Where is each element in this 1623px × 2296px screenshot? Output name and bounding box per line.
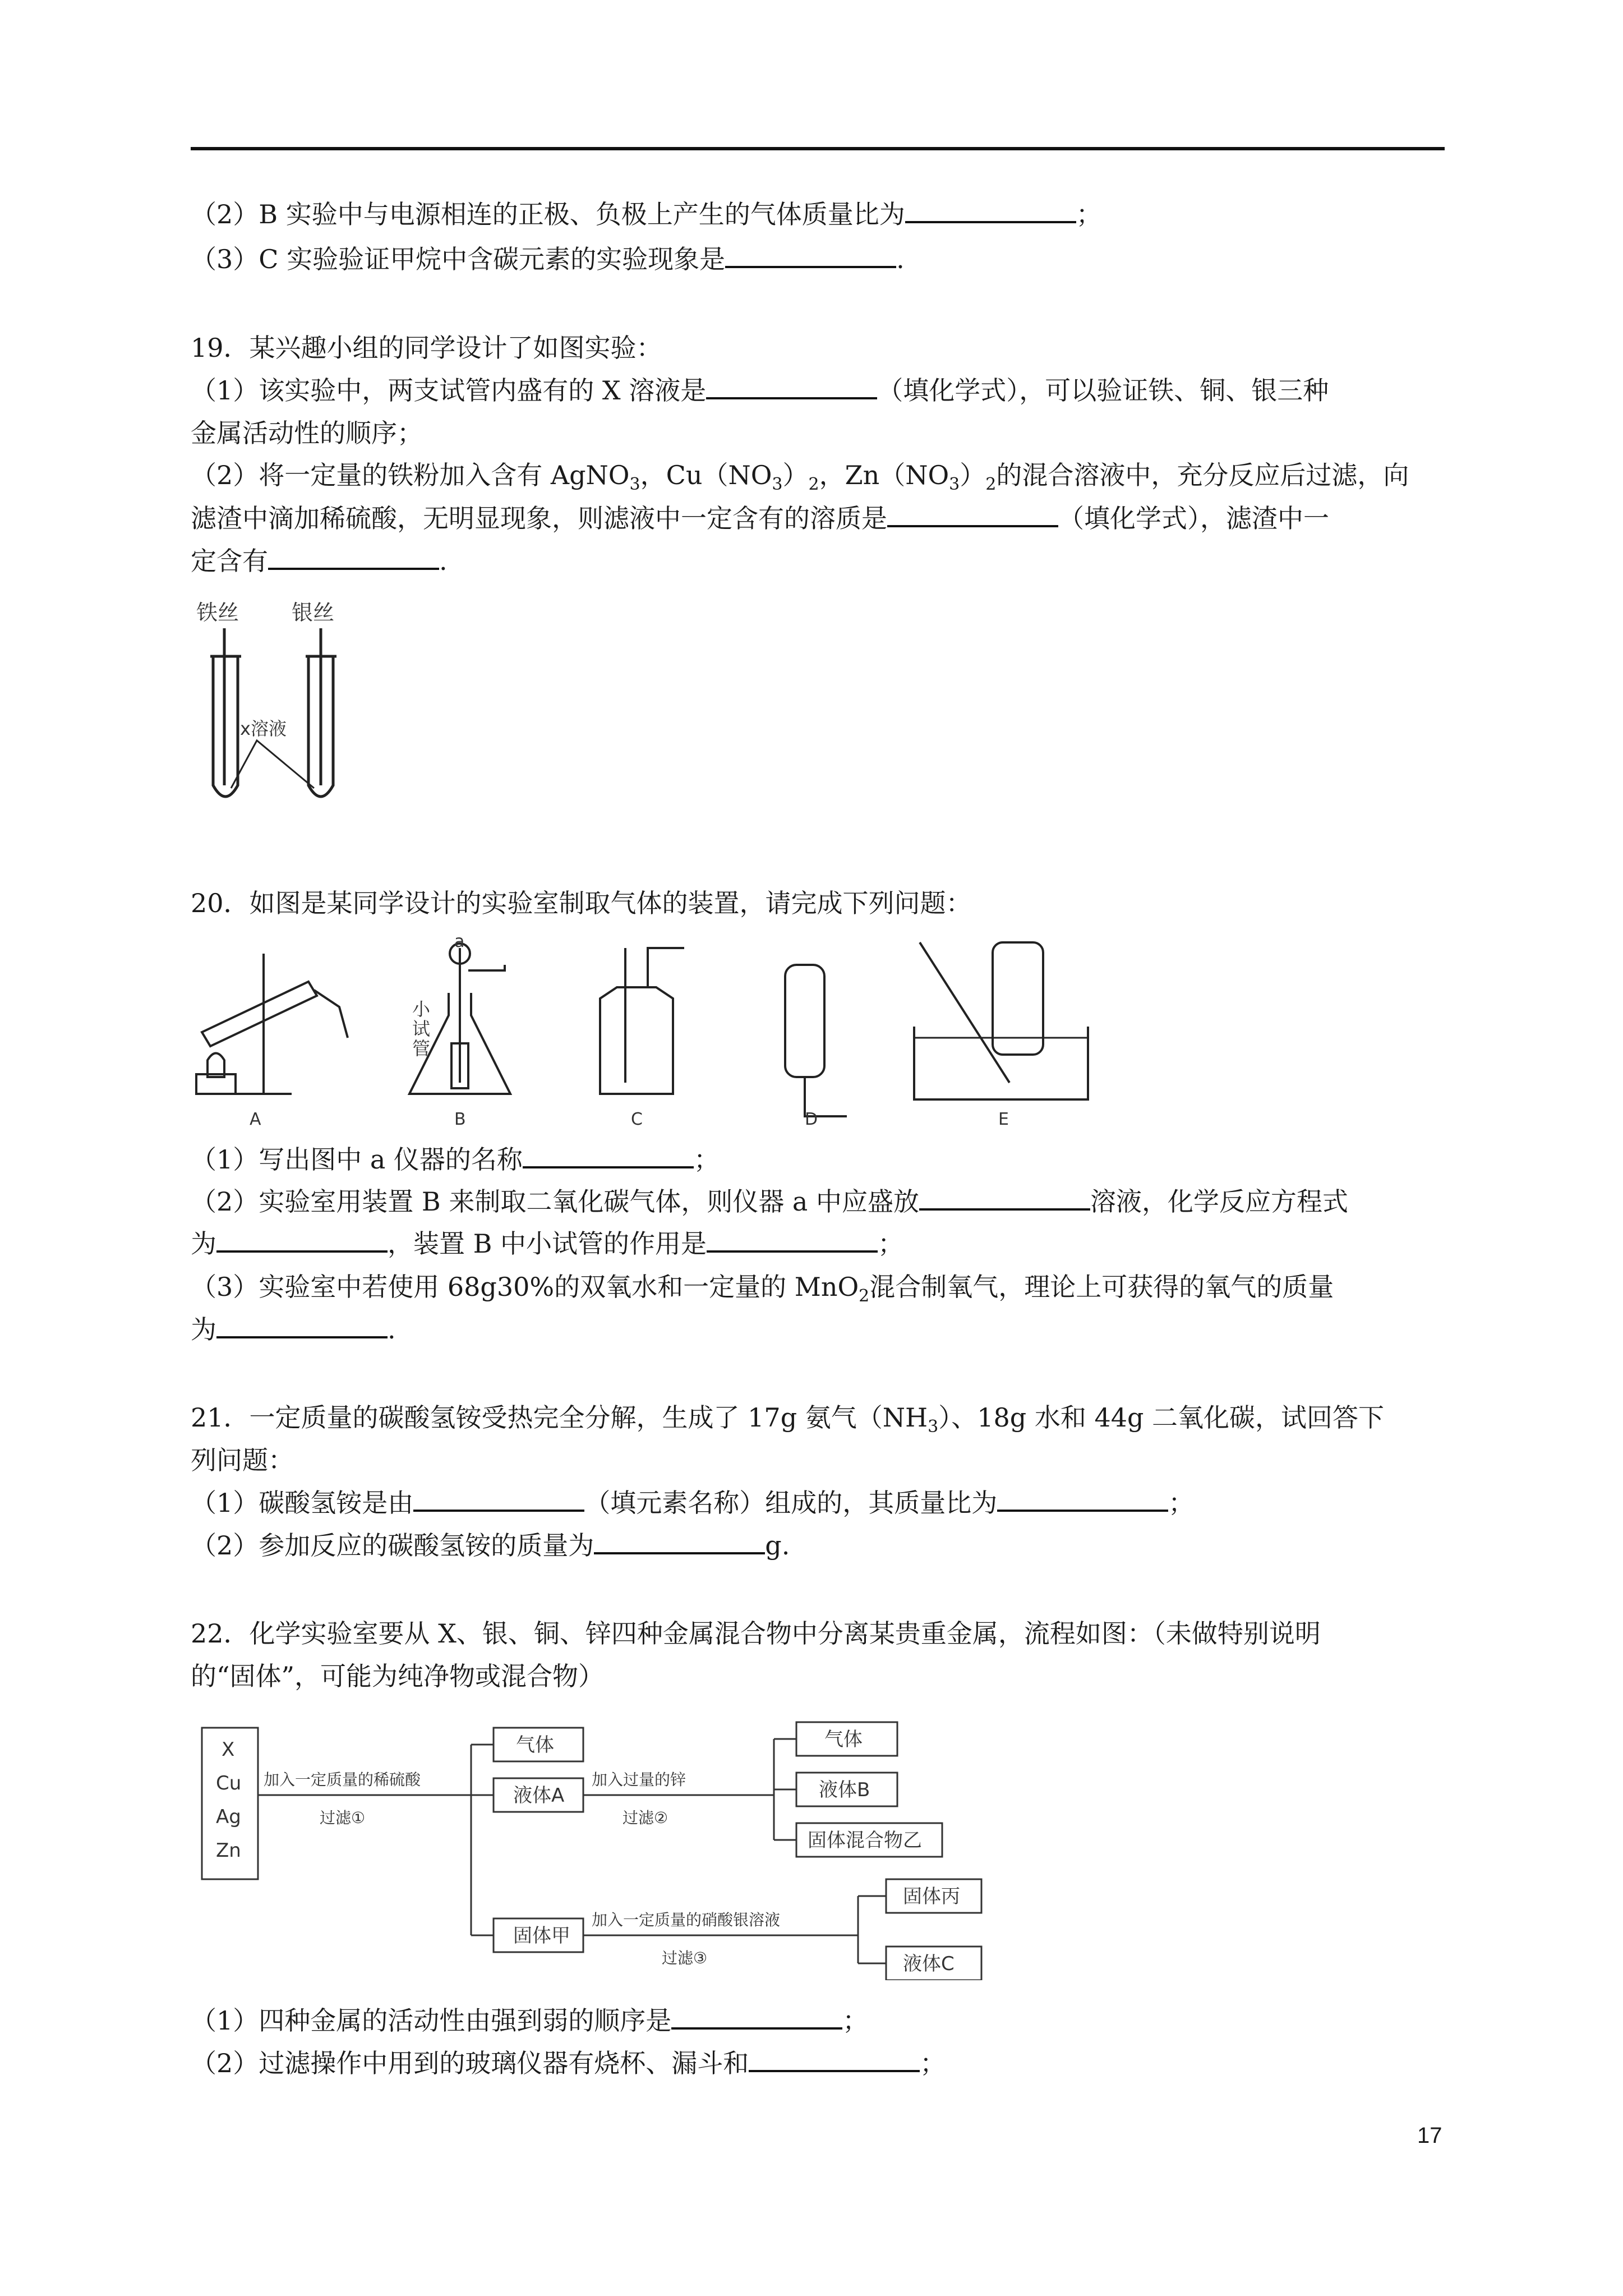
answer-blank[interactable] (997, 1487, 1168, 1512)
label-a: a (454, 932, 465, 951)
flow-metal-ag: Ag (216, 1806, 241, 1828)
apparatus-label-d: D (805, 1110, 818, 1129)
gas-apparatus-figure (191, 931, 1144, 1133)
flow-metal-x: X (222, 1738, 235, 1761)
solution-label: x溶液 (240, 718, 287, 739)
delivery-tube-a (314, 990, 348, 1038)
flow-liquidC: 液体C (903, 1953, 955, 1975)
flow-step3-label: 加入一定质量的硝酸银溶液 (592, 1911, 781, 1929)
answer-blank[interactable] (725, 243, 896, 268)
short-tube-c (648, 948, 684, 987)
separation-flowchart (191, 1711, 1032, 1980)
q19-part2: （2）将一定量的铁粉加入含有 AgNO$_3$，$Cu(NO_3)_2$，$Zn(NO_3)_2$的混合溶液中，充分反应后过滤，向 (191, 460, 1409, 495)
q21-title: 21．一定质量的碳酸氢铵受热完全分解，生成了 17g 氨气$(NH_3)$、18g 水和 44g 二氧化碳，试回答下 (191, 1402, 1385, 1437)
flow-step2-filter: 过滤② (623, 1809, 668, 1827)
flow-liquidB: 液体B (819, 1779, 870, 1801)
flow-solidBing: 固体丙 (903, 1885, 960, 1908)
q18-part3: （3）C 实验验证甲烷中含碳元素的实验现象是 . (191, 244, 905, 274)
q20-part1: （1）写出图中 a 仪器的名称 ； (191, 1144, 720, 1175)
q18-part2: （2）B 实验中与电源相连的正极、负极上产生的气体质量比为 ； (191, 199, 1102, 229)
answer-blank[interactable] (413, 1487, 584, 1512)
answer-blank[interactable] (523, 1144, 694, 1168)
answer-blank[interactable] (268, 545, 439, 570)
apparatus-label-e: E (998, 1110, 1009, 1129)
q19-title: 19．某兴趣小组的同学设计了如图实验： (191, 333, 662, 363)
delivery-tube-b (468, 965, 505, 970)
q20-part3-cont: 为 . (191, 1314, 396, 1345)
answer-blank[interactable] (594, 1530, 765, 1554)
apparatus-label-c: C (631, 1110, 643, 1129)
q20-part2-cont: 为 ，装置 B 中小试管的作用是 ； (191, 1228, 904, 1259)
iron-wire-label: 铁丝 (196, 600, 239, 625)
solution-pointer (231, 740, 314, 788)
tube-label-1: 小 (412, 999, 431, 1020)
answer-blank[interactable] (749, 2047, 920, 2072)
q19-part1-cont: 金属活动性的顺序； (191, 418, 423, 448)
gas-bottle-c (600, 987, 673, 1094)
answer-blank[interactable] (216, 1228, 388, 1253)
flow-metal-zn: Zn (216, 1839, 241, 1862)
heated-tube-a (202, 982, 317, 1046)
q19-part1: （1）该实验中，两支试管内盛有的 X 溶液是 （填化学式），可以验证铁、铜、银三种 (191, 375, 1329, 406)
collection-tube-d (785, 965, 824, 1077)
flow-gas1: 气体 (516, 1734, 554, 1756)
q21-part1: （1）碳酸氢铵是由 （填元素名称）组成的，其质量比为 ； (191, 1488, 1195, 1518)
answer-blank[interactable] (887, 503, 1058, 527)
q22-title: 22．化学实验室要从 X、银、铜、锌四种金属混合物中分离某贵重金属，流程如图：（未做特别说明 (191, 1618, 1321, 1649)
q19-part2-cont: 滤渣中滴加稀硫酸，无明显现象，则滤液中一定含有的溶质是 （填化学式），滤渣中一 (191, 503, 1329, 533)
q22-part2: （2）过滤操作中用到的玻璃仪器有烧杯、漏斗和 ； (191, 2048, 946, 2078)
header-rule (191, 147, 1445, 150)
q19-part2-end: 定含有 . (191, 546, 448, 576)
q20-title: 20．如图是某同学设计的实验室制取气体的装置，请完成下列问题： (191, 888, 972, 918)
flow-step3-filter: 过滤③ (662, 1949, 708, 1967)
q21-part2: （2）参加反应的碳酸氢铵的质量为 g. (191, 1530, 790, 1561)
flow-solidJia: 固体甲 (513, 1925, 570, 1947)
flow-metal-cu: Cu (216, 1772, 242, 1795)
flow-step1-label: 加入一定质量的稀硫酸 (264, 1770, 421, 1789)
q21-title-cont: 列问题： (191, 1445, 294, 1475)
delivery-tube-e (920, 942, 1009, 1083)
answer-blank[interactable] (919, 1186, 1090, 1211)
tube-label-3: 管 (412, 1038, 431, 1059)
answer-blank[interactable] (905, 199, 1076, 223)
answer-blank[interactable] (671, 2005, 842, 2030)
flow-step2-label: 加入过量的锌 (592, 1770, 686, 1789)
flow-liquidA: 液体A (513, 1784, 565, 1807)
answer-blank[interactable] (707, 1228, 878, 1253)
test-tubes-figure (191, 595, 370, 819)
flow-gas2: 气体 (824, 1728, 863, 1751)
answer-blank[interactable] (216, 1314, 388, 1338)
page-number: 17 (1417, 2123, 1442, 2148)
apparatus-label-a: A (250, 1110, 261, 1129)
apparatus-label-b: B (454, 1110, 466, 1129)
q22-title-cont: 的“固体”，可能为纯净物或混合物） (191, 1661, 605, 1691)
flow-step1-filter: 过滤① (320, 1809, 366, 1827)
tube-label-2: 试 (412, 1018, 431, 1039)
answer-blank[interactable] (706, 375, 877, 399)
q20-part3: （3）实验室中若使用 68g30%的双氧水和一定量的 MnO$_2$混合制氧气，理论上可获得的氧气的质量 (191, 1272, 1334, 1306)
silver-wire-label: 银丝 (292, 600, 335, 625)
q20-part2: （2）实验室用装置 B 来制取二氧化碳气体，则仪器 a 中应盛放 溶液，化学反应方程式 (191, 1186, 1348, 1217)
q22-part1: （1）四种金属的活动性由强到弱的顺序是 ； (191, 2005, 869, 2036)
flow-solidMixYi: 固体混合物乙 (808, 1829, 922, 1852)
